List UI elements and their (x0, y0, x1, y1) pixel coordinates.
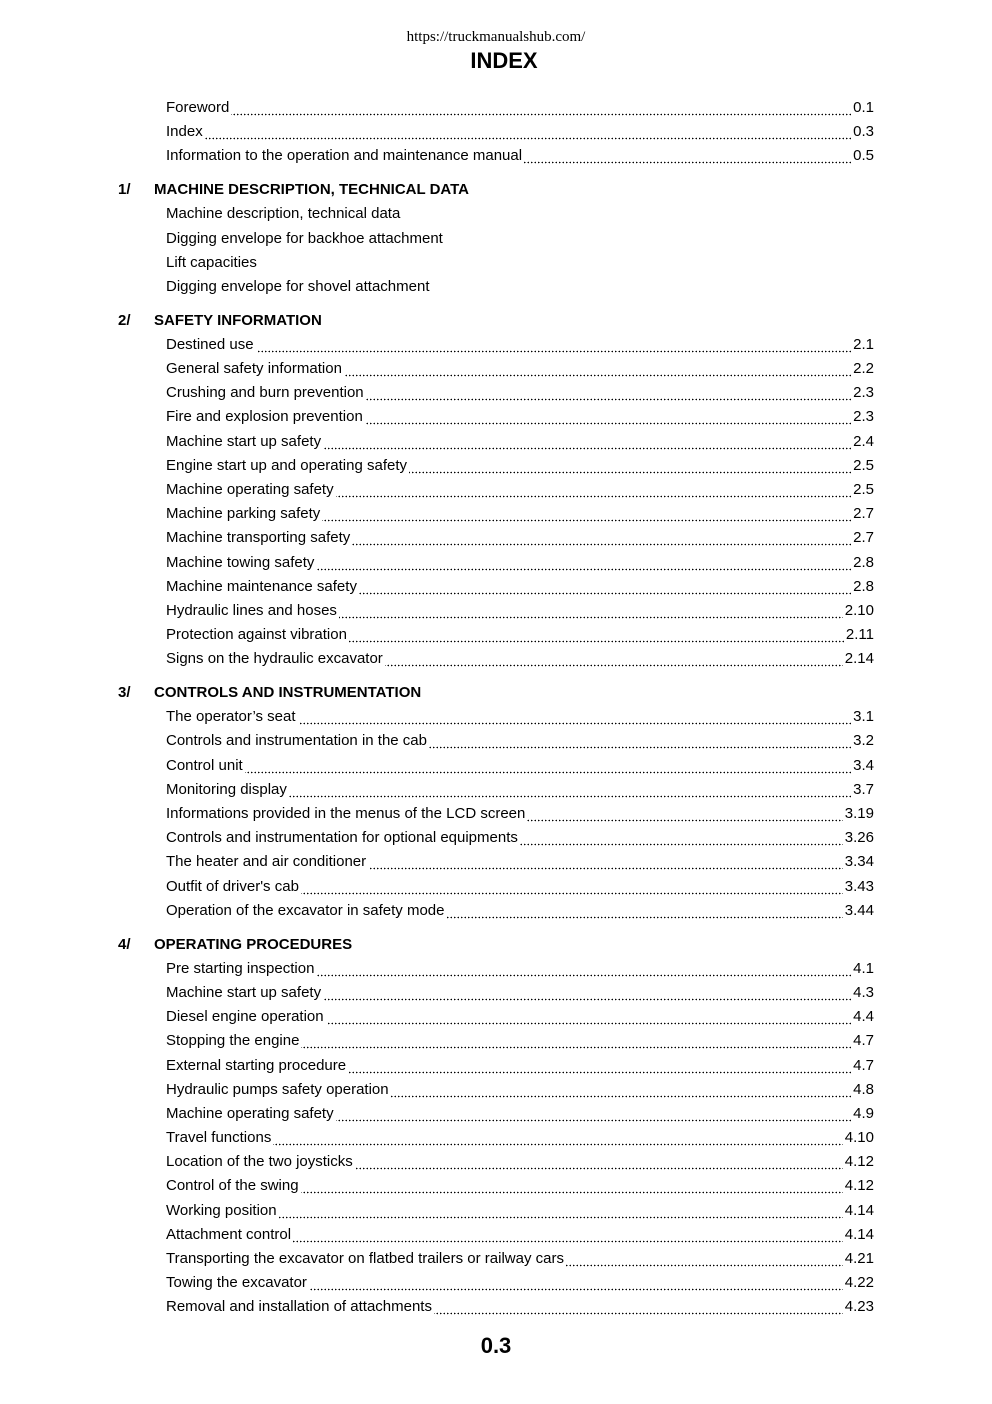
toc-entry-label: Controls and instrumentation for optional equipments (166, 829, 518, 847)
toc-entry-page: 2.3 (851, 405, 874, 429)
table-of-contents (0, 96, 992, 1320)
toc-entry-label: Working position (166, 1201, 277, 1219)
toc-entry (166, 1126, 874, 1150)
toc-entry-label: Engine start up and operating safety (166, 456, 407, 474)
toc-entry (166, 202, 874, 226)
toc-entry-page: 4.7 (851, 1029, 874, 1053)
toc-entry (166, 1150, 874, 1174)
toc-entry-label: Machine transporting safety (166, 529, 351, 547)
toc-entry (166, 575, 874, 599)
toc-entry-page: 3.44 (843, 899, 874, 923)
toc-entry-label: Index (166, 123, 203, 141)
toc-entry (166, 778, 874, 802)
toc-entry (166, 1102, 874, 1126)
toc-entry (166, 729, 874, 753)
toc-entry-label: Attachment control (166, 1225, 292, 1243)
toc-entry-label: Protection against vibration (166, 626, 347, 644)
toc-entry-page: 4.3 (851, 981, 874, 1005)
toc-entry (166, 551, 874, 575)
toc-entry-label: Control unit (166, 756, 243, 774)
toc-entry-page: 2.7 (851, 502, 874, 526)
toc-entry-page: 2.3 (851, 381, 874, 405)
toc-entry-page: 3.2 (851, 729, 874, 753)
toc-entry-page: 2.1 (851, 333, 874, 357)
toc-entry-page: 4.4 (851, 1005, 874, 1029)
toc-entry-label: Signs on the hydraulic excavator (166, 650, 383, 668)
toc-entry-label: Towing the excavator (166, 1274, 307, 1292)
toc-entry (166, 850, 874, 874)
section-title: OPERATING PROCEDURES (154, 935, 353, 953)
toc-entry-label: Fire and explosion prevention (166, 408, 363, 426)
toc-entry (166, 599, 874, 623)
toc-entry (166, 754, 874, 778)
toc-entry (166, 899, 874, 923)
toc-entry (166, 251, 874, 275)
toc-entry (166, 981, 874, 1005)
toc-entry-page: 0.5 (851, 144, 874, 168)
toc-entry (166, 357, 874, 381)
toc-entry-label: Stopping the engine (166, 1032, 300, 1050)
toc-entry-label: Machine parking safety (166, 505, 321, 523)
toc-entry-label: Controls and instrumentation in the cab (166, 732, 427, 750)
toc-entry (166, 957, 874, 981)
toc-entry (166, 275, 874, 299)
toc-entry (166, 96, 874, 120)
toc-entry-label: Machine operating safety (166, 1104, 334, 1122)
toc-entry-label: Operation of the excavator in safety mode (166, 901, 445, 919)
toc-entry-page: 2.5 (851, 454, 874, 478)
toc-entry-label: Foreword (166, 99, 230, 116)
toc-entry-label: Machine maintenance safety (166, 577, 357, 595)
toc-entry (166, 1174, 874, 1198)
toc-entry (166, 502, 874, 526)
toc-entry (166, 454, 874, 478)
section-number: 1/ (118, 181, 131, 199)
section-heading (0, 681, 992, 705)
toc-entry-page: 3.19 (843, 802, 874, 826)
toc-entry-label: Machine operating safety (166, 481, 334, 498)
toc-entry-page: 4.10 (843, 1126, 874, 1150)
toc-entry (166, 1029, 874, 1053)
section-title: MACHINE DESCRIPTION, TECHNICAL DATA (154, 181, 469, 199)
toc-entry (166, 144, 874, 168)
toc-entry (166, 430, 874, 454)
toc-entry-label: The heater and air conditioner (166, 853, 367, 871)
toc-entry (166, 1005, 874, 1029)
toc-entry (166, 875, 874, 899)
toc-entry-page: 4.14 (843, 1223, 874, 1247)
toc-entry (166, 1295, 874, 1319)
section-title: SAFETY INFORMATION (154, 311, 322, 329)
section-number: 3/ (118, 684, 131, 702)
toc-entry (166, 120, 874, 144)
toc-entry (166, 826, 874, 850)
toc-entry-page: 2.7 (851, 526, 874, 550)
toc-entry-label: Digging envelope for shovel attachment (166, 277, 430, 295)
toc-entry-page: 4.21 (843, 1247, 874, 1271)
toc-entry-page: 3.26 (843, 826, 874, 850)
toc-entry-page: 3.4 (851, 754, 874, 778)
toc-entry-page: 4.14 (843, 1199, 874, 1223)
toc-entry-label: Location of the two joysticks (166, 1153, 353, 1171)
toc-entry (166, 405, 874, 429)
toc-entry-label: Monitoring display (166, 780, 287, 798)
toc-entry-label: External starting procedure (166, 1056, 347, 1074)
toc-entry-label: Pre starting inspection (166, 959, 315, 977)
toc-entry-page: 3.7 (851, 778, 874, 802)
toc-entry-page: 4.8 (851, 1078, 874, 1102)
toc-entry (166, 1271, 874, 1295)
toc-entry-page: 3.43 (843, 875, 874, 899)
toc-entry-label: Digging envelope for backhoe attachment (166, 229, 443, 247)
toc-entry (166, 647, 874, 671)
toc-entry (166, 526, 874, 550)
toc-entry (166, 1199, 874, 1223)
page-title: INDEX (470, 48, 538, 73)
page-number: 0.3 (480, 1333, 512, 1358)
toc-entry (166, 1078, 874, 1102)
toc-entry-page: 0.1 (851, 96, 874, 120)
toc-entry-label: Machine description, technical data (166, 205, 401, 223)
toc-entry (166, 1247, 874, 1271)
toc-entry-page: 2.4 (851, 430, 874, 454)
toc-entry-page: 4.23 (843, 1295, 874, 1319)
toc-entry-label: Transporting the excavator on flatbed trailers or railway cars (166, 1250, 564, 1267)
toc-entry-page: 2.2 (851, 357, 874, 381)
toc-entry-label: Outfit of driver's cab (166, 877, 299, 895)
toc-entry-page: 4.12 (843, 1174, 874, 1198)
toc-entry-label: Diesel engine operation (166, 1008, 324, 1026)
toc-entry (166, 478, 874, 502)
toc-entry-label: Crushing and burn prevention (166, 384, 364, 402)
toc-entry-label: Machine towing safety (166, 553, 315, 571)
toc-entry-label: Lift capacities (166, 253, 257, 271)
toc-entry-page: 2.8 (851, 551, 874, 575)
toc-entry-page: 2.5 (851, 478, 874, 502)
toc-entry-label: General safety information (166, 360, 342, 378)
toc-entry-label: Travel functions (166, 1129, 272, 1147)
toc-entry-page: 4.12 (843, 1150, 874, 1174)
toc-entry-page: 4.1 (851, 957, 874, 981)
toc-entry-label: Machine start up safety (166, 432, 322, 450)
section-number: 2/ (118, 311, 131, 329)
toc-entry-label: Destined use (166, 335, 254, 353)
toc-entry-label: The operator’s seat (166, 708, 296, 726)
toc-entry-page: 2.11 (844, 623, 874, 647)
toc-entry-label: Machine start up safety (166, 983, 322, 1001)
toc-entry (166, 1223, 874, 1247)
toc-entry-page: 2.10 (843, 599, 874, 623)
toc-entry-page: 0.3 (851, 120, 874, 144)
toc-entry-page: 2.14 (843, 647, 874, 671)
section-heading (0, 178, 992, 202)
section-number: 4/ (118, 935, 131, 953)
toc-entry (166, 1054, 874, 1078)
toc-entry-page: 3.34 (843, 850, 874, 874)
toc-entry-label: Information to the operation and maintenance manual (166, 147, 523, 165)
toc-entry-label: Hydraulic pumps safety operation (166, 1080, 389, 1098)
toc-entry (166, 381, 874, 405)
toc-entry-page: 4.7 (851, 1054, 874, 1078)
toc-entry-label: Informations provided in the menus of the LCD screen (166, 805, 526, 823)
section-heading (0, 933, 992, 957)
section-title: CONTROLS AND INSTRUMENTATION (154, 684, 422, 702)
toc-entry (166, 227, 874, 251)
section-heading (0, 309, 992, 333)
toc-entry-label: Removal and installation of attachments (166, 1298, 432, 1316)
toc-entry (166, 333, 874, 357)
toc-entry-label: Hydraulic lines and hoses (166, 601, 337, 619)
toc-entry-page: 4.9 (851, 1102, 874, 1126)
toc-entry-page: 2.8 (851, 575, 874, 599)
source-url: https://truckmanualshub.com/ (406, 29, 586, 45)
toc-entry-page: 4.22 (843, 1271, 874, 1295)
toc-entry-label: Control of the swing (166, 1177, 299, 1195)
toc-entry (166, 802, 874, 826)
toc-entry (166, 705, 874, 729)
toc-entry (166, 623, 874, 647)
toc-entry-page: 3.1 (851, 705, 874, 729)
